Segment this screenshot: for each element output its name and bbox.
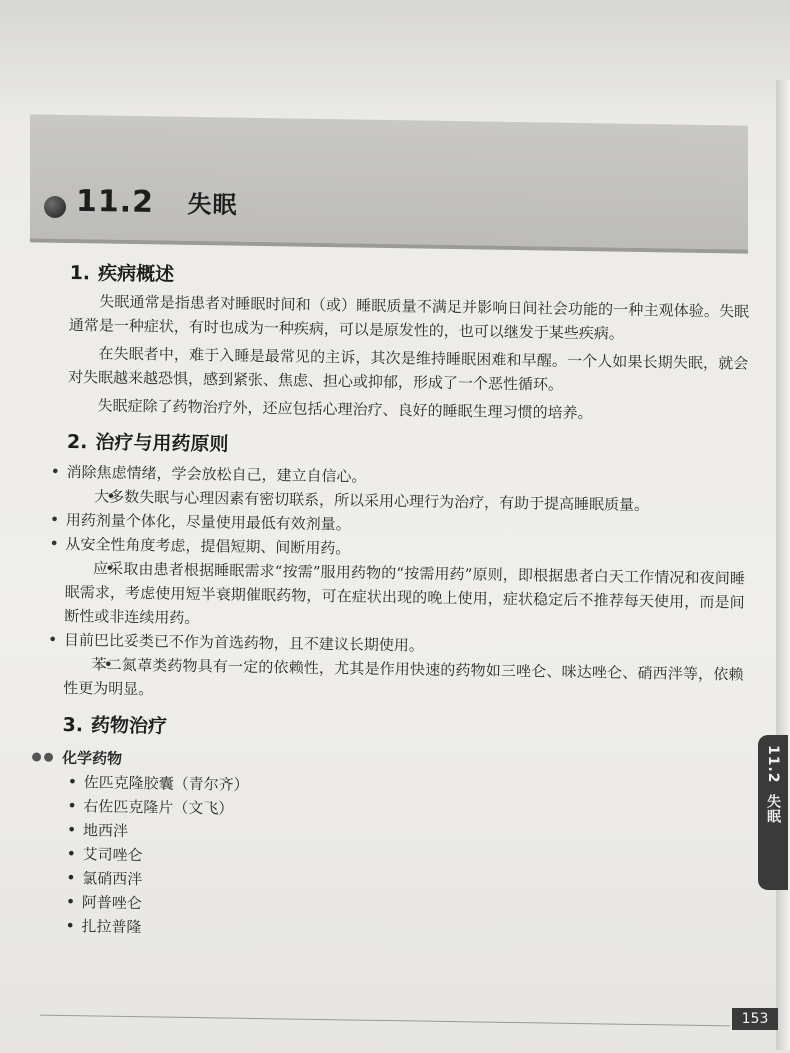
principles-list	[63, 460, 747, 711]
drug-item: • 扎拉普隆	[59, 914, 739, 949]
principle-item: • 大多数失眠与心理因素有密切联系，所以采用心理行为治疗，有助于提高睡眠质量。	[66, 484, 746, 519]
principle-item: • 苯二氮䓬类药物具有一定的依赖性，尤其是作用快速的药物如三唑仑、咪达唑仑、硝西泮等，依赖性更为明显。	[63, 652, 744, 711]
bullet-dot-icon	[32, 752, 41, 761]
bullet-dot-icon	[44, 753, 53, 762]
drug-item: • 地西泮	[61, 818, 741, 853]
side-tab-label: 失眠	[765, 793, 781, 824]
page-edge	[776, 80, 790, 1050]
section-title	[76, 183, 238, 221]
drug-list	[59, 770, 742, 949]
principle-item: • 用药剂量个体化，尽量使用最低有效剂量。	[38, 508, 746, 543]
page-number: 153	[732, 1008, 778, 1030]
principle-item: • 目前巴比妥类已不作为首选药物，且不建议长期使用。	[36, 628, 744, 663]
heading-drug-therapy	[62, 710, 742, 748]
section-bullet-icon	[44, 196, 66, 218]
drug-item: • 艾司唑仑	[60, 842, 740, 877]
heading-treatment-principles	[67, 427, 747, 465]
heading-text: 药物治疗	[90, 714, 168, 738]
main-content	[59, 252, 750, 949]
drug-item: • 右佐匹克隆片（文飞）	[61, 794, 741, 829]
overview-paragraph-3: 失眠症除了药物治疗外，还应包括心理治疗、良好的睡眠生理习惯的培养。	[97, 396, 593, 423]
principle-item: • 消除焦虑情绪，学会放松自己，建立自信心。	[38, 460, 746, 495]
heading-number: 2.	[66, 430, 88, 454]
heading-text: 疾病概述	[97, 262, 175, 286]
principle-item: • 应采取由患者根据睡眠需求“按需”服用药物的“按需用药”原则，即根据患者白天工作情况和夜间睡眠需求，考虑使用短半衰期催眠药物，可在症状出现的晚上使用，症状稳定后不推荐每天使用，而是间断性或非连续用药。	[64, 556, 745, 639]
heading-number: 1.	[69, 261, 91, 285]
section-name: 失眠	[187, 190, 238, 220]
heading-text: 治疗与用药原则	[95, 431, 229, 456]
subheading-label: 化学药物	[61, 748, 123, 768]
section-number: 11.2	[75, 183, 155, 220]
drug-item: • 佐匹克隆胶囊（青尔齐）	[61, 770, 741, 805]
overview-paragraph-1: 失眠通常是指患者对睡眠时间和（或）睡眠质量不满足并影响日间社会功能的一种主观体验。失眠通常是一种症状，有时也成为一种疾病，可以是原发性的，也可以继发于某些疾病。	[68, 292, 750, 343]
drug-item: • 阿普唑仑	[60, 890, 740, 925]
principle-item: • 从安全性角度考虑，提倡短期、间断用药。	[37, 532, 745, 567]
side-tab-number: 11.2	[765, 745, 781, 784]
drug-item: • 氯硝西泮	[60, 866, 740, 901]
heading-number: 3.	[62, 713, 84, 737]
chapter-side-tab	[758, 735, 788, 890]
overview-paragraph-2: 在失眠者中，难于入睡是最常见的主诉，其次是维持睡眠困难和早醒。一个人如果长期失眠，就会对失眠越来越恐惧，感到紧张、焦虑、担心或抑郁，形成了一个恶性循环。	[67, 344, 749, 394]
